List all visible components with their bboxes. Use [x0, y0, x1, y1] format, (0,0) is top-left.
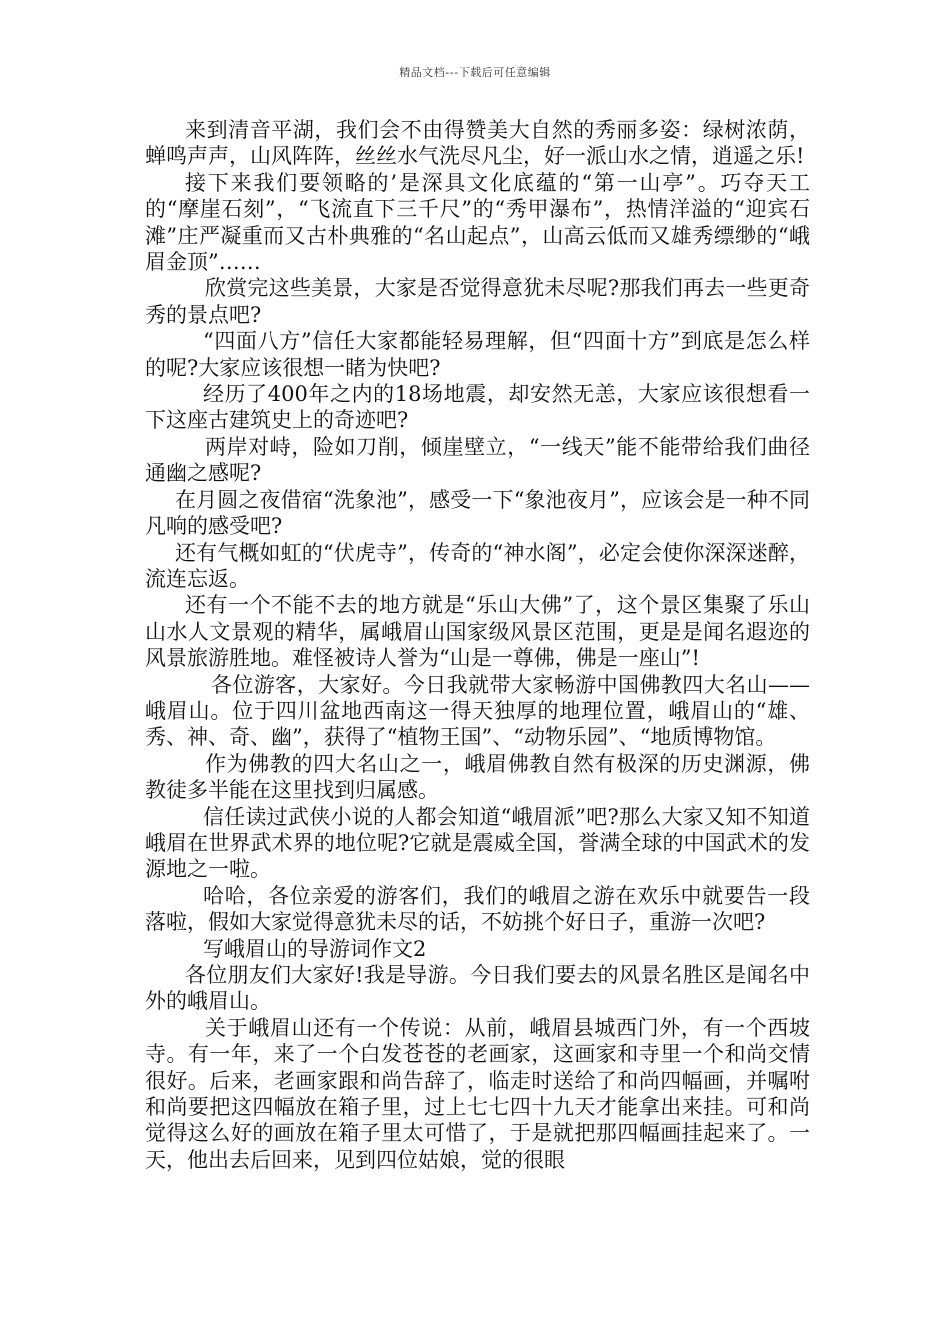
paragraph: “四面八方”信任大家都能轻易理解，但“四面十方”到底是怎么样的呢?大家应该很想一睹为快吧? — [145, 329, 810, 380]
paragraph: 各位朋友们大家好!我是导游。今日我们要去的风景名胜区是闻名中外的峨眉山。 — [145, 963, 810, 1014]
paragraph: 在月圆之夜借宿“洗象池”，感受一下“象池夜月”，应该会是一种不同凡响的感受吧? — [145, 487, 810, 539]
paragraph: 还有一个不能不去的地方就是“乐山大佛”了，这个景区集聚了乐山山水人文景观的精华，属峨眉山国家级风景区范围，更是是闻名遐迩的风景旅游胜地。难怪被诗人誉为“山是一尊佛，佛是一座山”! — [145, 593, 810, 671]
document-body — [145, 117, 810, 1173]
paragraph: 各位游客，大家好。今日我就带大家畅游中国佛教四大名山——峨眉山。位于四川盆地西南这一得天独厚的地理位置，峨眉山的“雄、秀、神、奇、幽”，获得了“植物王国”、“动物乐园”、“地质博物馆。 — [145, 672, 810, 750]
paragraph: 两岸对峙，险如刀削，倾崖壁立，“一线天”能不能带给我们曲径通幽之感呢? — [145, 434, 810, 486]
paragraph: 经历了400年之内的18场地震，却安然无恙，大家应该很想看一下这座古建筑史上的奇迹吧? — [145, 382, 810, 433]
paragraph: 还有气概如虹的“伏虎寺”，传奇的“神水阁”，必定会使你深深迷醉，流连忘返。 — [145, 540, 810, 591]
paragraph: 作为佛教的四大名山之一，峨眉佛教自然有极深的历史渊源，佛教徒多半能在这里找到归属感。 — [145, 751, 810, 803]
paragraph: 关于峨眉山还有一个传说：从前，峨眉县城西门外，有一个西坡寺。有一年，来了一个白发苍苍的老画家，这画家和寺里一个和尚交情很好。后来，老画家跟和尚告辞了，临走时送给了和尚四幅画，并嘱咐和尚要把这四幅放在箱子里，过上七七四十九天才能拿出来挂。可和尚觉得这么好的画放在箱子里太可惜了，于是就把那四幅画挂起来了。一天，他出去后回来，见到四位姑娘，觉的很眼 — [145, 1015, 810, 1172]
page-header: 精品文档---下载后可任意编辑 — [399, 66, 551, 79]
paragraph: 欣赏完这些美景，大家是否觉得意犹未尽呢?那我们再去一些更奇秀的景点吧? — [145, 276, 810, 327]
section-title: 写峨眉山的导游词作文2 — [203, 936, 427, 961]
paragraph: 信任读过武侠小说的人都会知道“峨眉派”吧?那么大家又知不知道峨眉在世界武术界的地位呢?它就是震威全国，誉满全球的中国武术的发源地之一啦。 — [145, 804, 810, 882]
paragraph: 来到清音平湖，我们会不由得赞美大自然的秀丽多姿：绿树浓荫，蝉鸣声声，山风阵阵，丝丝水气洗尽凡尘，好一派山水之情，逍遥之乐! — [145, 118, 810, 169]
paragraph: 接下来我们要领略的’是深具文化底蕴的“第一山亭”。巧夺天工的“摩崖石刻”，“飞流直下三千尺”的“秀甲瀑布”，热情洋溢的“迎宾石滩”庄严凝重而又古朴典雅的“名山起点”，山高云低而又雄秀缥缈的“峨眉金顶”…… — [145, 170, 810, 275]
paragraph: 哈哈，各位亲爱的游客们，我们的峨眉之游在欢乐中就要告一段落啦，假如大家觉得意犹未尽的话，不妨挑个好日子，重游一次吧? — [145, 883, 810, 935]
